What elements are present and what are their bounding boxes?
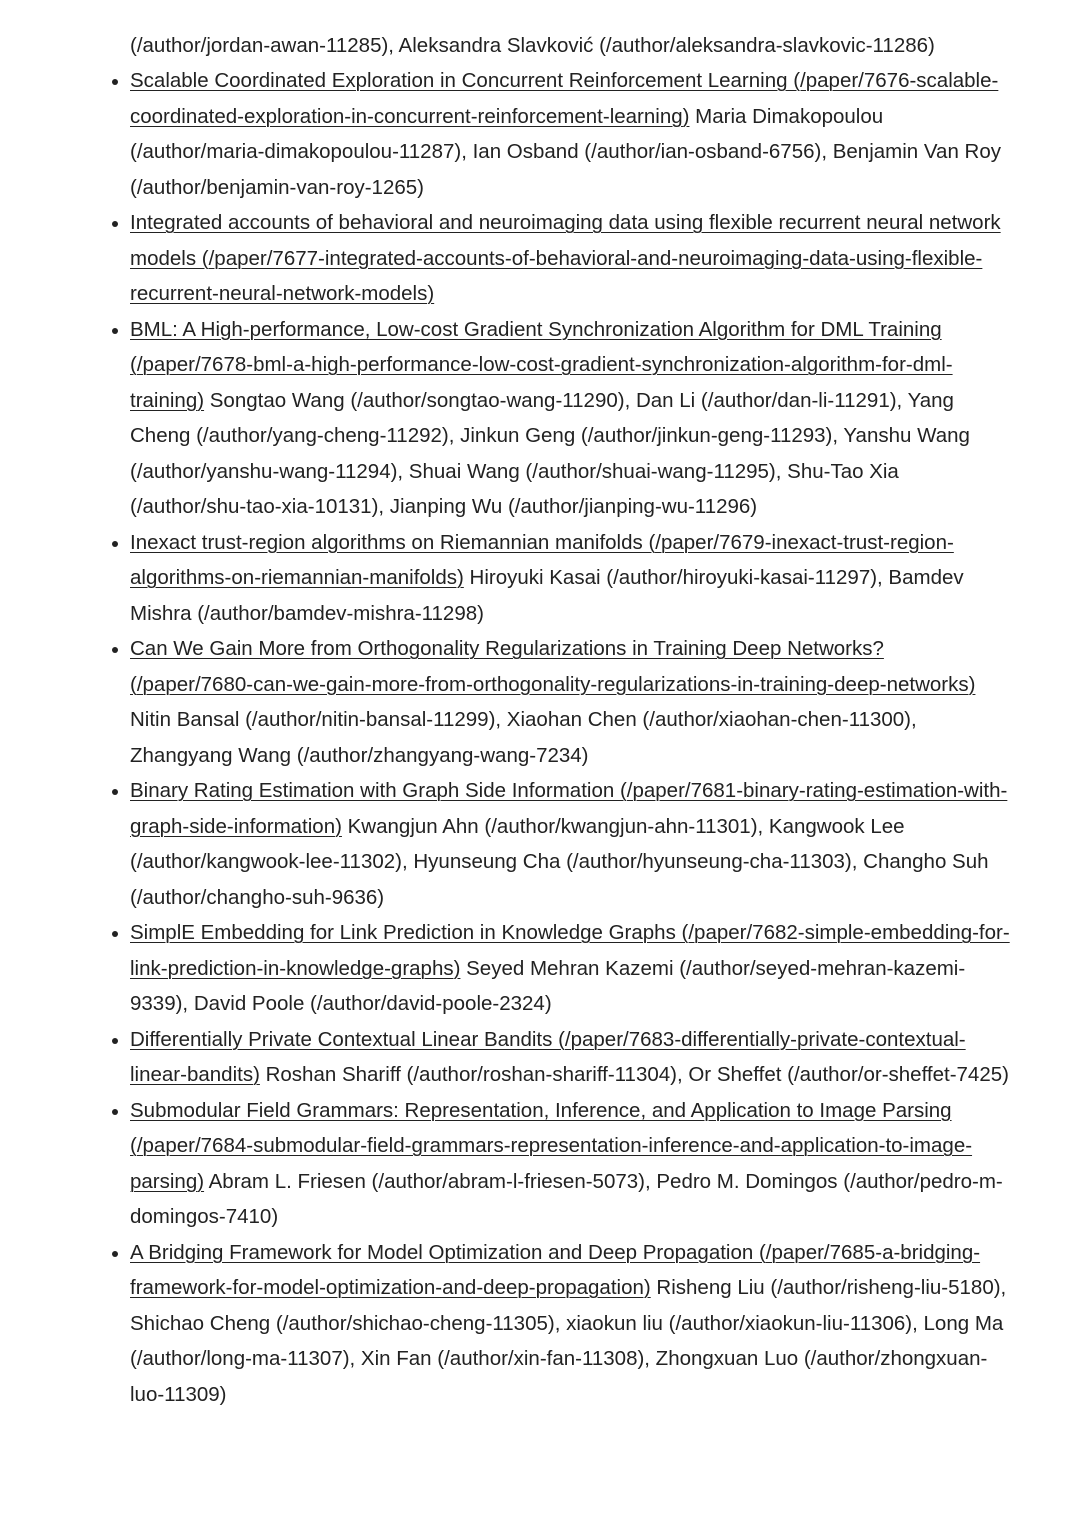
paper-link[interactable]: Inexact trust-region algorithms on Riemannian manifolds (/paper/7679-inexact-trust-region-algorithms-on-riemannian-manifolds) [130,530,954,589]
paper-authors: Songtao Wang (/author/songtao-wang-11290), Dan Li (/author/dan-li-11291), Yang Cheng (/author/yang-cheng-11292), Jinkun Geng (/author/jinkun-geng-11293), Yanshu Wang (/author/yanshu-wang-11294), Shuai Wang (/author/shuai-wang-11295), Shu-Tao Xia (/author/shu-tao-xia-10131), Jianping Wu (/author/jianping-wu-11296) [130,388,970,518]
paper-link[interactable]: Differentially Private Contextual Linear Bandits (/paper/7683-differentially-private-contextual-linear-bandits) [130,1027,966,1086]
paper-authors: Risheng Liu (/author/risheng-liu-5180), Shichao Cheng (/author/shichao-cheng-11305), xiaokun liu (/author/xiaokun-liu-11306), Long Ma (/author/long-ma-11307), Xin Fan (/author/xin-fan-11308), Zhongxuan Luo (/author/zhongxuan-luo-11309) [130,1276,1007,1406]
paper-link[interactable]: A Bridging Framework for Model Optimization and Deep Propagation (/paper/7685-a-bridging-framework-for-model-optimization-and-deep-propagation) [130,1240,981,1299]
paper-authors: Roshan Shariff (/author/roshan-shariff-11304), Or Sheffet (/author/or-sheffet-7425) [259,1063,1009,1086]
paper-link[interactable]: Binary Rating Estimation with Graph Side Information (/paper/7681-binary-rating-estimation-with-graph-side-information) [130,779,1008,838]
list-item [130,1022,1010,1093]
paper-authors: Abram L. Friesen (/author/abram-l-friesen-5073), Pedro M. Domingos (/author/pedro-m-domingos-7410) [130,1169,1003,1228]
paper-authors: Seyed Mehran Kazemi (/author/seyed-mehran-kazemi-9339), David Poole (/author/david-poole-2324) [130,956,966,1015]
paper-authors: Nitin Bansal (/author/nitin-bansal-11299), Xiaohan Chen (/author/xiaohan-chen-11300), Zhangyang Wang (/author/zhangyang-wang-7234) [130,708,917,767]
paper-link[interactable]: Submodular Field Grammars: Representation, Inference, and Application to Image Parsing (/paper/7684-submodular-field-grammars-representation-inference-and-application-to-image-parsing) [130,1098,973,1193]
paper-authors: Maria Dimakopoulou (/author/maria-dimakopoulou-11287), Ian Osband (/author/ian-osband-6756), Benjamin Van Roy (/author/benjamin-van-roy-1265) [130,104,1001,199]
list-item [130,63,1010,205]
list-item [130,1093,1010,1235]
paper-link[interactable]: Scalable Coordinated Exploration in Concurrent Reinforcement Learning (/paper/7676-scalable-coordinated-exploration-in-concurrent-reinforcement-learning) [130,69,999,128]
list-item [130,915,1010,1022]
list-item [130,525,1010,632]
paper-link[interactable]: Integrated accounts of behavioral and neuroimaging data using flexible recurrent neural network models (/paper/7677-integrated-accounts-of-behavioral-and-neuroimaging-data-using-flexible-recurrent-neural-network-models) [130,211,1001,305]
paper-authors: Kwangjun Ahn (/author/kwangjun-ahn-11301), Kangwook Lee (/author/kangwook-lee-11302), Hyunseung Cha (/author/hyunseung-cha-11303), Changho Suh (/author/changho-suh-9636) [130,814,989,909]
paper-link[interactable]: BML: A High-performance, Low-cost Gradient Synchronization Algorithm for DML Training (/paper/7678-bml-a-high-performance-low-cost-gradient-synchronization-algorithm-for-dml-training) [130,317,953,412]
previous-item-authors: (/author/jordan-awan-11285), Aleksandra Slavković (/author/aleksandra-slavkovic-11286) [130,34,935,57]
paper-link[interactable]: SimplE Embedding for Link Prediction in Knowledge Graphs (/paper/7682-simple-embedding-for-link-prediction-in-knowledge-graphs) [130,921,1010,980]
list-item [130,631,1010,773]
list-item [130,312,1010,525]
list-item [130,1235,1010,1413]
list-item [130,205,1010,312]
paper-list [0,63,1010,1412]
list-item [130,773,1010,915]
paper-link[interactable]: Can We Gain More from Orthogonality Regularizations in Training Deep Networks? (/paper/7680-can-we-gain-more-from-orthogonality-regularizations-in-training-deep-networks) [130,637,976,696]
paper-authors: Hiroyuki Kasai (/author/hiroyuki-kasai-11297), Bamdev Mishra (/author/bamdev-mishra-11298) [130,566,964,625]
